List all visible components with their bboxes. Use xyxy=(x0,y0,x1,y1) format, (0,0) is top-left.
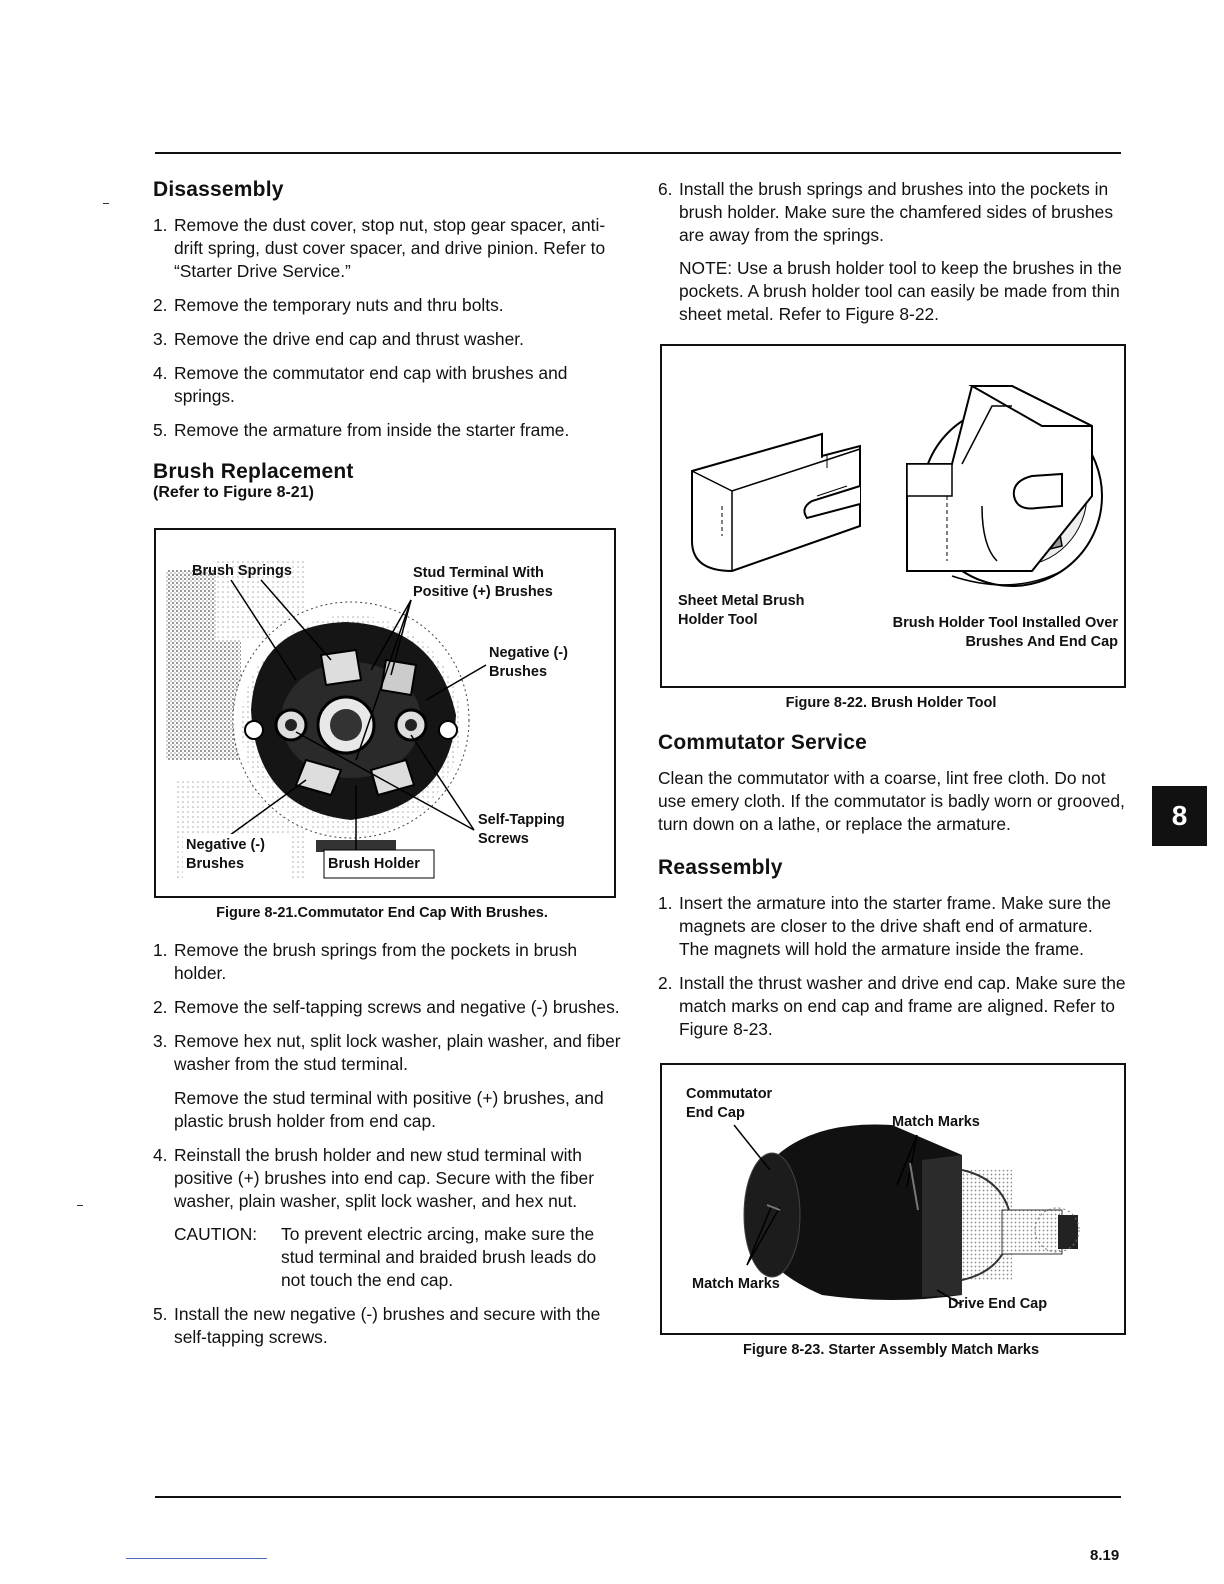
figure-8-22-caption: Figure 8-22. Brush Holder Tool xyxy=(785,695,997,711)
disassembly-steps xyxy=(153,214,623,442)
figure-8-23-caption: Figure 8-23. Starter Assembly Match Marks xyxy=(742,1342,1040,1358)
margin-mark xyxy=(103,203,109,204)
label-sheet-metal-tool: Sheet Metal Brush Holder Tool xyxy=(678,593,805,628)
left-column xyxy=(153,178,623,1360)
reassembly-heading: Reassembly xyxy=(658,856,783,879)
list-item: 1. Remove the brush springs from the pockets in brush holder. xyxy=(153,940,578,983)
brush-replacement-subheading: (Refer to Figure 8-21) xyxy=(153,484,314,501)
figure-8-23 xyxy=(660,1063,1126,1335)
list-item: 1. Insert the armature into the starter frame. Make sure the magnets are closer to the drive shaft end of armature. The magnets will hold the armature inside the frame. xyxy=(658,893,1112,959)
step6-list xyxy=(658,178,1126,326)
list-item: 3. Remove hex nut, split lock washer, plain washer, and fiber washer from the stud terminal. Remove the stud terminal with positive (+) brushes, and plastic brush holder from end cap. xyxy=(153,1030,623,1133)
label-negative-brushes-left: Negative (-) Brushes xyxy=(186,837,265,872)
figure-8-21-caption: Figure 8-21.Commutator End Cap With Brushes. xyxy=(216,905,548,921)
bottom-rule xyxy=(155,1496,1121,1498)
disassembly-heading: Disassembly xyxy=(153,178,284,201)
brush-replacement-steps xyxy=(153,939,623,1349)
figure-8-21 xyxy=(154,528,616,898)
right-column xyxy=(658,178,1126,1358)
page-number: 8.19 xyxy=(1090,1547,1120,1564)
label-brush-holder: Brush Holder xyxy=(328,856,420,872)
list-item: 6. Install the brush springs and brushes into the pockets in brush holder. Make sure the chamfered sides of brushes are away from the springs. NOTE: Use a brush holder tool to keep the brushes in the pockets. A brush holder tool can easily be made from thin sheet metal. Refer to Figure 8-22. xyxy=(658,178,1126,326)
label-brush-springs: Brush Springs xyxy=(192,563,292,579)
caution-label: CAUTION: xyxy=(174,1224,258,1244)
list-item: 2. Install the thrust washer and drive end cap. Make sure the match marks on end cap and frame are aligned. Refer to Figure 8-23. xyxy=(658,973,1126,1039)
list-item: 5. Remove the armature from inside the starter frame. xyxy=(153,420,570,440)
reassembly-steps xyxy=(658,892,1126,1041)
label-match-marks-top: Match Marks xyxy=(892,1114,980,1130)
caution-note xyxy=(174,1223,623,1292)
caution-text: To prevent electric arcing, make sure the stud terminal and braided brush leads do not touch the end cap. xyxy=(281,1224,597,1290)
top-rule xyxy=(155,152,1121,154)
commutator-service-text: Clean the commutator with a coarse, lint free cloth. Do not use emery cloth. If the commutator is badly worn or grooved, turn down on a lathe, or replace the armature. xyxy=(658,768,1125,834)
chapter-tab: 8 xyxy=(1152,786,1207,846)
label-match-marks-bottom: Match Marks xyxy=(692,1276,780,1292)
figure-8-22 xyxy=(660,344,1126,688)
footer-line xyxy=(126,1558,267,1559)
label-drive-end-cap: Drive End Cap xyxy=(948,1296,1048,1312)
label-negative-brushes-right: Negative (-) Brushes xyxy=(489,645,568,680)
label-self-tapping-screws: Self-Tapping Screws xyxy=(478,812,565,847)
note-text: NOTE: Use a brush holder tool to keep the brushes in the pockets. A brush holder tool can easily be made from thin sheet metal. Refer to Figure 8-22. xyxy=(679,258,1122,324)
list-item: 5. Install the new negative (-) brushes and secure with the self-tapping screws. xyxy=(153,1304,601,1347)
list-item: 3. Remove the drive end cap and thrust washer. xyxy=(153,329,524,349)
list-item: 4. Remove the commutator end cap with brushes and springs. xyxy=(153,363,568,406)
label-tool-installed: Brush Holder Tool Installed Over Brushes And End Cap xyxy=(892,615,1118,650)
label-stud-terminal: Stud Terminal With Positive (+) Brushes xyxy=(413,565,553,600)
list-item: 2. Remove the temporary nuts and thru bolts. xyxy=(153,295,504,315)
brush-replacement-heading: Brush Replacement xyxy=(153,460,354,483)
step3-extra: Remove the stud terminal with positive (+) brushes, and plastic brush holder from end cap. xyxy=(174,1088,604,1131)
margin-mark xyxy=(77,1205,83,1206)
list-item: 1. Remove the dust cover, stop nut, stop gear spacer, anti-drift spring, dust cover spacer, and drive pinion. Refer to “Starter Drive Service.” xyxy=(153,215,606,281)
list-item: 4. Reinstall the brush holder and new stud terminal with positive (+) brushes into end cap. Secure with the fiber washer, plain washer, split lock washer, and hex nut. CAUTION: To prevent electric arcing, make sure the stud terminal and braided brush leads do not touch the end cap. xyxy=(153,1144,623,1292)
label-commutator-end-cap: Commutator End Cap xyxy=(686,1086,773,1121)
commutator-service-heading: Commutator Service xyxy=(658,731,867,754)
list-item: 2. Remove the self-tapping screws and negative (-) brushes. xyxy=(153,997,620,1017)
